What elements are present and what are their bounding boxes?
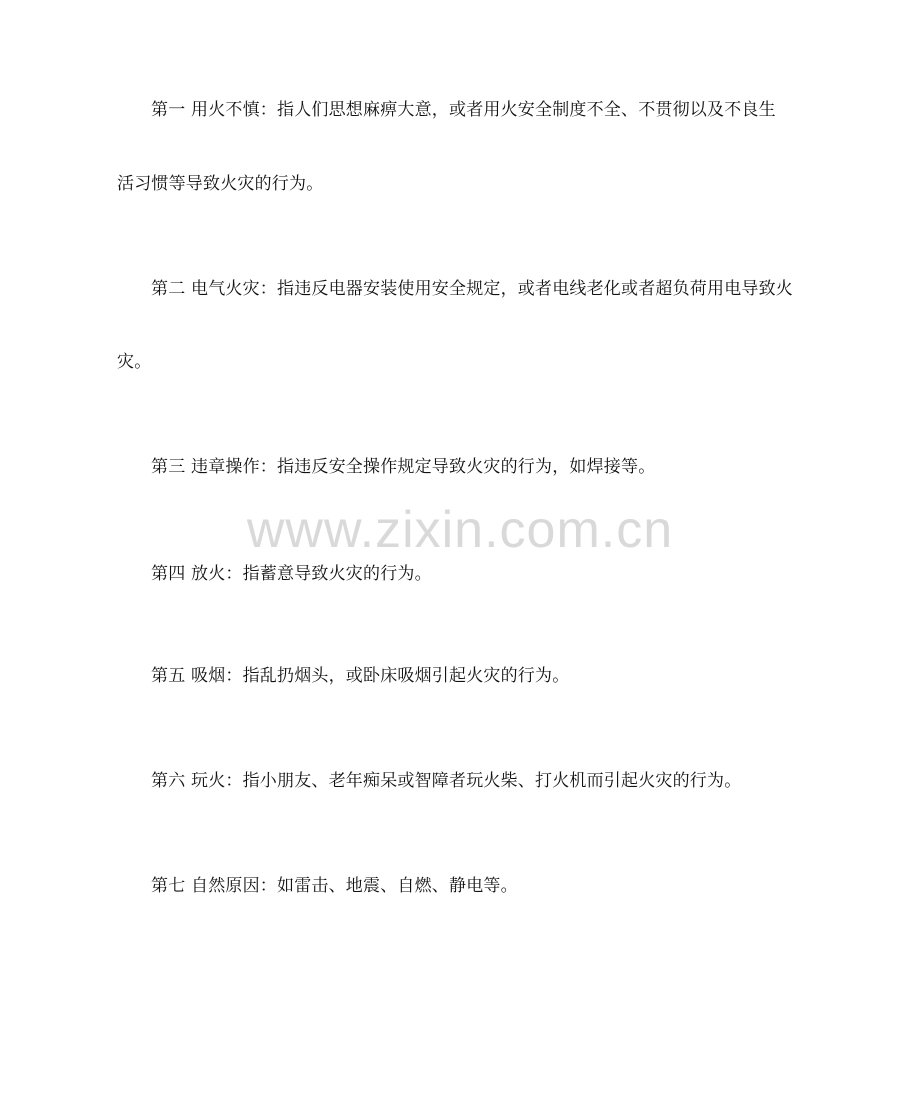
watermark: www.zixin.com.cn (246, 501, 674, 559)
paragraph-1-line-1: 第一 用火不慎：指人们思想麻痹大意，或者用火安全制度不全、不贯彻以及不良生 (151, 100, 776, 120)
paragraph-2-line-1: 第二 电气火灾：指违反电器安装使用安全规定，或者电线老化或者超负荷用电导致火 (151, 279, 794, 299)
paragraph-1-line-2: 活习惯等导致火灾的行为。 (117, 174, 324, 194)
paragraph-2-line-2: 灾。 (117, 352, 152, 372)
paragraph-7: 第七 自然原因：如雷击、地震、自燃、静电等。 (151, 876, 518, 896)
paragraph-3: 第三 违章操作：指违反安全操作规定导致火灾的行为，如焊接等。 (151, 457, 656, 477)
paragraph-5: 第五 吸烟：指乱扔烟头，或卧床吸烟引起火灾的行为。 (151, 666, 570, 686)
paragraph-4: 第四 放火：指蓄意导致火灾的行为。 (151, 564, 432, 584)
paragraph-6: 第六 玩火：指小朋友、老年痴呆或智障者玩火柴、打火机而引起火灾的行为。 (151, 771, 742, 791)
